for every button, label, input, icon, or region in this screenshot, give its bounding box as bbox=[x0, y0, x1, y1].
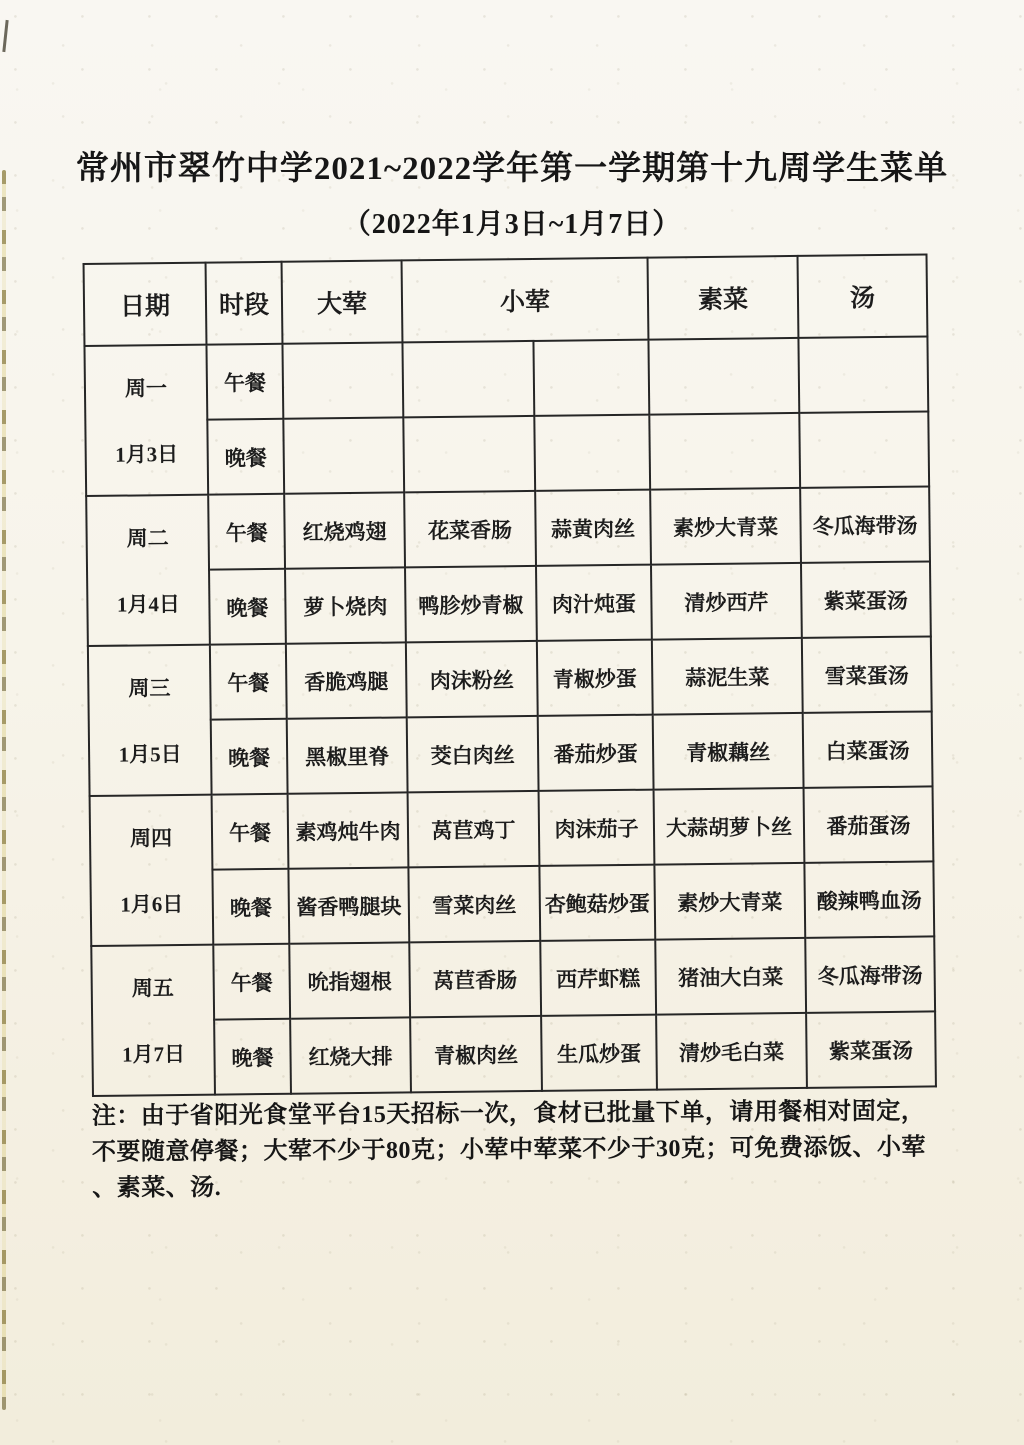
cell-small-dish-1: 青椒肉丝 bbox=[410, 1016, 542, 1092]
cell-small-dish-2: 生瓜炒蛋 bbox=[541, 1015, 657, 1091]
cell-date-fri bbox=[91, 945, 215, 1096]
menu-row-tue-lunch bbox=[86, 486, 930, 571]
cell-small-dish-2: 肉汁炖蛋 bbox=[536, 565, 652, 641]
cell-small-dish-1 bbox=[402, 341, 534, 417]
cell-soup: 雪菜蛋汤 bbox=[802, 636, 932, 712]
note-text bbox=[92, 1093, 973, 1206]
menu-row-fri-lunch bbox=[91, 936, 935, 1021]
cell-vegetable: 清炒毛白菜 bbox=[656, 1013, 807, 1090]
header-small-meat: 小荤 bbox=[402, 258, 649, 343]
cell-small-dish-2: 杏鲍菇炒蛋 bbox=[539, 865, 655, 941]
cell-date-mon bbox=[84, 345, 208, 496]
cell-small-dish-2: 青椒炒蛋 bbox=[537, 640, 653, 716]
menu-row-wed-dinner bbox=[89, 711, 933, 796]
scan-edge-dash bbox=[2, 20, 8, 52]
cell-soup bbox=[799, 411, 929, 487]
cell-small-dish-1: 雪菜肉丝 bbox=[408, 866, 540, 942]
cell-vegetable bbox=[648, 338, 799, 415]
menu-table-wrap bbox=[83, 253, 937, 1097]
cell-main-dish: 黑椒里脊 bbox=[287, 717, 408, 793]
cell-small-dish-1: 肉沫粉丝 bbox=[406, 641, 538, 717]
cell-soup: 冬瓜海带汤 bbox=[805, 936, 935, 1012]
cell-small-dish-2 bbox=[533, 340, 649, 416]
cell-main-dish: 香脆鸡腿 bbox=[286, 642, 407, 718]
header-row bbox=[84, 254, 928, 346]
weekday-label: 周四 bbox=[129, 826, 173, 851]
date-label: 1月4日 bbox=[116, 591, 181, 617]
cell-soup bbox=[798, 336, 928, 412]
cell-main-dish: 萝卜烧肉 bbox=[285, 567, 406, 643]
cell-period: 晚餐 bbox=[212, 869, 289, 945]
date-label: 1月5日 bbox=[118, 741, 182, 767]
cell-date-wed bbox=[88, 645, 212, 796]
cell-date-tue bbox=[86, 495, 210, 646]
cell-period: 晚餐 bbox=[209, 569, 286, 645]
cell-small-dish-2: 肉沫茄子 bbox=[539, 790, 655, 866]
header-soup: 汤 bbox=[798, 254, 928, 337]
menu-row-tue-dinner bbox=[87, 561, 931, 646]
page-title: 常州市翠竹中学2021~2022学年第一学期第十九周学生菜单 bbox=[75, 151, 949, 187]
menu-row-wed-lunch bbox=[88, 636, 932, 721]
cell-main-dish: 酱香鸭腿块 bbox=[288, 867, 409, 943]
menu-row-thu-lunch bbox=[90, 786, 934, 871]
cell-small-dish-2 bbox=[534, 415, 650, 491]
note-line: 注：由于省阳光食堂平台15天招标一次，食材已批量下单，请用餐相对固定， bbox=[91, 1098, 926, 1130]
header-vegetable: 素菜 bbox=[648, 256, 799, 340]
cell-vegetable: 清炒西芹 bbox=[651, 563, 802, 640]
cell-vegetable: 猪油大白菜 bbox=[655, 938, 806, 1015]
cell-period: 晚餐 bbox=[214, 1019, 291, 1095]
date-label: 1月7日 bbox=[121, 1041, 186, 1067]
cell-vegetable: 素炒大青菜 bbox=[650, 488, 801, 565]
menu-row-fri-dinner bbox=[92, 1011, 936, 1096]
cell-small-dish-1: 莴苣香肠 bbox=[409, 941, 541, 1017]
cell-small-dish-1 bbox=[403, 416, 535, 492]
cell-small-dish-2: 蒜黄肉丝 bbox=[535, 490, 651, 566]
cell-soup: 冬瓜海带汤 bbox=[800, 486, 930, 562]
cell-period: 晚餐 bbox=[211, 719, 288, 795]
cell-main-dish bbox=[282, 342, 403, 418]
cell-main-dish: 素鸡炖牛肉 bbox=[288, 792, 409, 868]
cell-small-dish-2: 番茄炒蛋 bbox=[538, 715, 654, 791]
cell-main-dish bbox=[283, 417, 404, 493]
menu-row-mon-lunch bbox=[84, 336, 928, 421]
cell-date-thu bbox=[90, 795, 214, 946]
menu-row-mon-dinner bbox=[85, 411, 929, 496]
note-line: 、素菜、汤. bbox=[92, 1174, 222, 1202]
weekday-label: 周五 bbox=[131, 976, 174, 1001]
cell-small-dish-1: 莴苣鸡丁 bbox=[408, 791, 540, 867]
cell-vegetable: 青椒藕丝 bbox=[653, 713, 804, 790]
cell-small-dish-1: 茭白肉丝 bbox=[407, 716, 539, 792]
cell-main-dish: 吮指翅根 bbox=[289, 942, 410, 1018]
cell-main-dish: 红烧大排 bbox=[290, 1017, 411, 1093]
cell-small-dish-1: 花菜香肠 bbox=[404, 491, 536, 567]
header-main-meat: 大荤 bbox=[282, 260, 403, 343]
cell-period: 午餐 bbox=[206, 344, 283, 420]
weekday-label: 周一 bbox=[124, 376, 168, 401]
cell-soup: 白菜蛋汤 bbox=[803, 711, 933, 787]
page-subtitle: （2022年1月3日~1月7日） bbox=[342, 209, 682, 240]
cell-vegetable: 大蒜胡萝卜丝 bbox=[654, 788, 805, 865]
date-label: 1月6日 bbox=[120, 891, 184, 917]
weekday-label: 周二 bbox=[126, 526, 169, 551]
weekday-label: 周三 bbox=[128, 676, 171, 701]
cell-vegetable bbox=[649, 413, 800, 490]
cell-soup: 紫菜蛋汤 bbox=[806, 1011, 936, 1087]
title-block bbox=[0, 142, 1024, 242]
cell-period: 午餐 bbox=[213, 944, 290, 1020]
menu-table bbox=[83, 253, 937, 1097]
cell-soup: 番茄蛋汤 bbox=[804, 786, 934, 862]
cell-soup: 紫菜蛋汤 bbox=[801, 561, 931, 637]
cell-period: 午餐 bbox=[210, 644, 287, 720]
cell-soup: 酸辣鸭血汤 bbox=[804, 861, 934, 937]
cell-period: 午餐 bbox=[212, 794, 289, 870]
scan-edge-artifact bbox=[2, 170, 6, 1410]
cell-small-dish-2: 西芹虾糕 bbox=[540, 940, 656, 1016]
header-period: 时段 bbox=[206, 262, 283, 345]
menu-row-thu-dinner bbox=[90, 861, 934, 946]
cell-period: 午餐 bbox=[208, 494, 285, 570]
note-line: 不要随意停餐；大荤不少于80克；小荤中荤菜不少于30克；可免费添饭、小荤 bbox=[91, 1134, 927, 1166]
cell-vegetable: 蒜泥生菜 bbox=[652, 638, 803, 715]
cell-main-dish: 红烧鸡翅 bbox=[284, 492, 405, 568]
cell-small-dish-1: 鸭胗炒青椒 bbox=[405, 566, 537, 642]
date-label: 1月3日 bbox=[115, 441, 179, 467]
cell-vegetable: 素炒大青菜 bbox=[654, 863, 805, 940]
header-date: 日期 bbox=[84, 263, 207, 346]
cell-period: 晚餐 bbox=[207, 419, 284, 495]
